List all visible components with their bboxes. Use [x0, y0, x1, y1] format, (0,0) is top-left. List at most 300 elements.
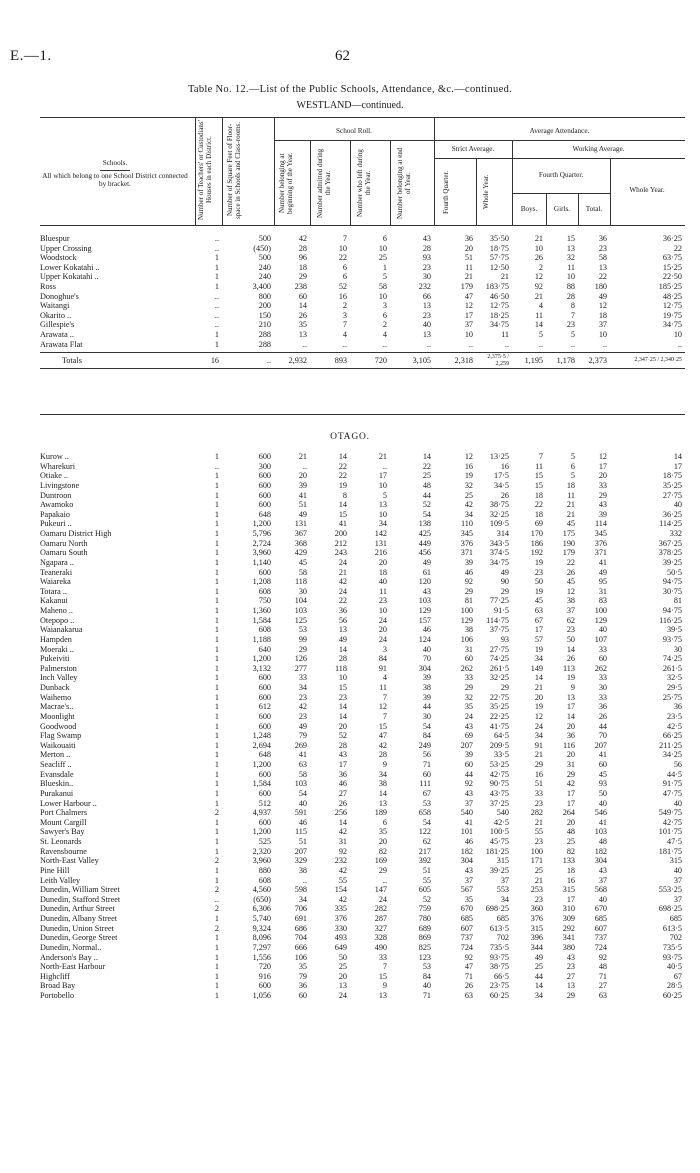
- cell: 19: [534, 702, 543, 712]
- school-name: Pukeuri ..: [40, 519, 72, 529]
- cell: 93·75: [489, 952, 509, 962]
- cell: 698·25: [658, 904, 682, 914]
- westland-table: [40, 234, 685, 349]
- cell: 12: [464, 301, 473, 311]
- cell: 1: [214, 596, 219, 606]
- totals-cell: 2,932: [288, 355, 307, 365]
- cell: 36: [464, 234, 473, 244]
- cell: 23: [534, 837, 543, 847]
- cell: 4: [382, 329, 387, 339]
- cell: 92: [464, 952, 473, 962]
- cell: 21: [500, 272, 509, 282]
- cell: 114·75: [486, 615, 509, 625]
- cell: 8: [342, 490, 347, 500]
- table-row: [40, 770, 685, 780]
- cell: 36: [598, 702, 607, 712]
- school-name: Otepopo ..: [40, 615, 75, 625]
- cell: 36: [566, 731, 575, 741]
- table-row: [40, 847, 685, 857]
- cell: 47: [464, 291, 473, 301]
- totals-bottom-rule: [40, 368, 685, 369]
- table-row: [40, 972, 685, 982]
- cell: 90·75: [489, 779, 509, 789]
- cell: 1: [214, 942, 219, 952]
- cell: 658: [418, 808, 431, 818]
- floor-header: Number of Square Feet of Floor-space in Schools and Class-rooms.: [226, 121, 242, 219]
- header-top-rule: [40, 117, 685, 118]
- cell: 640: [258, 644, 271, 654]
- table-row: [40, 253, 685, 263]
- cell: 40: [598, 894, 607, 904]
- cell: 19·75: [662, 310, 682, 320]
- cell: 3,132: [252, 663, 271, 673]
- cell: 58: [298, 769, 307, 779]
- cell: 9: [570, 683, 575, 693]
- cell: 1: [214, 500, 219, 510]
- cell: 1,200: [252, 827, 271, 837]
- cell: 64·5: [493, 731, 509, 741]
- cell: 42: [338, 577, 347, 587]
- cell: 181·75: [658, 846, 682, 856]
- cell: 21: [338, 567, 347, 577]
- divider: [610, 158, 611, 225]
- school-name: Dunedin, Albany Street: [40, 914, 118, 924]
- table-row: [40, 799, 685, 809]
- cell: 100: [460, 606, 473, 616]
- table-row: [40, 587, 685, 597]
- cell: 243: [334, 548, 347, 558]
- cell: 32·5: [666, 673, 682, 683]
- cell: 1: [214, 817, 219, 827]
- cell: 48·25: [662, 291, 682, 301]
- school-name: Wharekuri: [40, 461, 76, 471]
- cell: 1: [214, 702, 219, 712]
- cell: 60: [422, 769, 431, 779]
- school-name: Livingstone: [40, 480, 80, 490]
- cell: 7: [382, 711, 387, 721]
- cell: 344: [530, 942, 543, 952]
- cell: 232: [418, 282, 431, 292]
- table-row: [40, 330, 685, 340]
- cell: 600: [258, 721, 271, 731]
- cell: 649: [334, 942, 347, 952]
- cell: 31: [598, 586, 607, 596]
- cell: 24: [378, 615, 387, 625]
- cell: 207: [594, 740, 607, 750]
- table-title: Table No. 12.—List of the Public Schools, Attendance, &c.—continued.: [187, 84, 513, 95]
- cell: 63: [298, 760, 307, 770]
- cell: 84: [422, 971, 431, 981]
- cell: 115: [295, 827, 307, 837]
- header-bottom-rule: [40, 225, 685, 226]
- cell: 1,360: [252, 606, 271, 616]
- cell: 34: [500, 894, 509, 904]
- cell: 22: [338, 471, 347, 481]
- totals-cell: 893: [334, 355, 347, 365]
- cell: 71: [598, 971, 607, 981]
- cell: ..: [302, 461, 307, 471]
- cell: 1: [214, 875, 219, 885]
- cell: 327: [374, 923, 387, 933]
- fourth-quarter-header: Fourth Quarter.: [538, 171, 584, 179]
- cell: 19: [534, 557, 543, 567]
- working-header: Working Average.: [572, 145, 625, 153]
- cell: 40: [422, 320, 431, 330]
- cell: 371: [460, 548, 473, 558]
- cell: 24: [464, 711, 473, 721]
- cell: 1: [214, 339, 219, 349]
- cell: 14: [298, 301, 307, 311]
- cell: 42·75: [489, 769, 509, 779]
- cell: 2: [214, 808, 219, 818]
- cell: 40: [298, 798, 307, 808]
- cell: 37: [464, 798, 473, 808]
- cell: 20: [378, 557, 387, 567]
- cell: 328: [374, 933, 387, 943]
- cell: 49: [298, 509, 307, 519]
- cell: 17: [598, 461, 607, 471]
- cell: 396: [530, 933, 543, 943]
- cell: 92: [338, 846, 347, 856]
- cell: 42: [464, 500, 473, 510]
- cell: 21: [534, 750, 543, 760]
- cell: 60·25: [662, 991, 682, 1001]
- cell: 82: [566, 846, 575, 856]
- cell: 169: [374, 856, 387, 866]
- cell: 6,306: [252, 904, 271, 914]
- cell: 11: [379, 586, 387, 596]
- cell: 49: [598, 291, 607, 301]
- cell: 46: [464, 567, 473, 577]
- cell: 1: [214, 750, 219, 760]
- cell: 33: [464, 673, 473, 683]
- cell: 62: [422, 837, 431, 847]
- cell: 90: [500, 577, 509, 587]
- cell: 367·25: [658, 538, 682, 548]
- cell: 51: [298, 837, 307, 847]
- cell: 288: [258, 329, 271, 339]
- cell: 41: [598, 750, 607, 760]
- cell: 300: [258, 461, 271, 471]
- cell: 32: [566, 253, 575, 263]
- cell: 43: [464, 721, 473, 731]
- cell: 238: [294, 282, 307, 292]
- cell: 29: [378, 865, 387, 875]
- cell: 720: [258, 962, 271, 972]
- cell: 607: [594, 923, 607, 933]
- school-name: Bluespur: [40, 234, 70, 244]
- cell: 500: [258, 234, 271, 244]
- cell: 613·5: [489, 923, 509, 933]
- cell: 46: [338, 779, 347, 789]
- cell: 180: [594, 282, 607, 292]
- cell: 10: [464, 329, 473, 339]
- school-name: Totara ..: [40, 586, 67, 596]
- cell: ..: [538, 339, 543, 349]
- cell: 60: [598, 654, 607, 664]
- cell: ..: [602, 339, 607, 349]
- school-name: Ngapara ..: [40, 557, 74, 567]
- cell: 22: [422, 461, 431, 471]
- cell: 704: [294, 933, 307, 943]
- cell: 1,584: [252, 615, 271, 625]
- cell: 38·75: [489, 500, 509, 510]
- cell: 22: [338, 596, 347, 606]
- cell: 70: [598, 731, 607, 741]
- cell: 120: [418, 577, 431, 587]
- cell: 11: [535, 310, 543, 320]
- cell: 179: [460, 282, 473, 292]
- cell: 525: [258, 837, 271, 847]
- cell: 29: [298, 644, 307, 654]
- cell: 287: [374, 914, 387, 924]
- cell: ..: [504, 339, 509, 349]
- cell: 50: [566, 634, 575, 644]
- cell: 23: [598, 243, 607, 253]
- school-name: Upper Kokatahi ..: [40, 272, 99, 282]
- cell: 114·25: [659, 519, 682, 529]
- cell: 549·75: [658, 808, 682, 818]
- cell: 71: [464, 971, 473, 981]
- cell: 200: [334, 529, 347, 539]
- divider: [350, 140, 351, 225]
- cell: 44: [534, 971, 543, 981]
- cell: 1: [214, 683, 219, 693]
- cell: 33: [598, 692, 607, 702]
- cell: 1: [214, 933, 219, 943]
- cell: 22: [338, 461, 347, 471]
- table-row: [40, 625, 685, 635]
- cell: 122: [418, 827, 431, 837]
- cell: 47: [378, 731, 387, 741]
- cell: (650): [253, 894, 271, 904]
- cell: 35·25: [489, 702, 509, 712]
- cell: 209·5: [489, 740, 509, 750]
- cell: 11: [567, 262, 575, 272]
- cell: 44: [598, 721, 607, 731]
- cell: 698·25: [485, 904, 509, 914]
- cell: 69: [464, 731, 473, 741]
- cell: 1: [214, 452, 219, 462]
- cell: 13: [378, 991, 387, 1001]
- cell: 23: [422, 262, 431, 272]
- cell: 49: [500, 567, 509, 577]
- cell: 32·25: [489, 673, 509, 683]
- cell: 292: [562, 923, 575, 933]
- totals-cell: 720: [374, 355, 387, 365]
- cell: 376: [594, 538, 607, 548]
- cell: 26: [566, 567, 575, 577]
- cell: 129: [418, 606, 431, 616]
- totals-row: [40, 354, 685, 367]
- table-row: [40, 741, 685, 751]
- cell: 93: [598, 779, 607, 789]
- cell: 39·25: [662, 557, 682, 567]
- cell: 14: [338, 817, 347, 827]
- cell: 32·25: [489, 509, 509, 519]
- cell: 34·25: [662, 750, 682, 760]
- cell: 52: [422, 500, 431, 510]
- avg-att-header: Average Attendance.: [529, 127, 590, 135]
- cell: 429: [294, 548, 307, 558]
- cell: 10: [673, 329, 682, 339]
- cell: 94·75: [662, 577, 682, 587]
- cell: 37·25: [489, 798, 509, 808]
- cell: 13: [566, 243, 575, 253]
- school-name: Blueskin..: [40, 779, 74, 789]
- cell: 8,096: [252, 933, 271, 943]
- cell: ..: [382, 339, 387, 349]
- cell: ..: [382, 461, 387, 471]
- cell: 12·50: [489, 262, 509, 272]
- cell: 600: [258, 711, 271, 721]
- cell: 7: [538, 452, 543, 462]
- cell: 15·25: [662, 262, 682, 272]
- cell: 48: [422, 480, 431, 490]
- school-name: Arawata ..: [40, 329, 74, 339]
- cell: 44: [422, 490, 431, 500]
- cell: 33: [598, 480, 607, 490]
- school-name: Donoghue's: [40, 291, 79, 301]
- cell: 20: [566, 750, 575, 760]
- cell: 39: [422, 673, 431, 683]
- cell: 40: [598, 798, 607, 808]
- cell: 45: [298, 557, 307, 567]
- school-name: Waianakarua: [40, 625, 83, 635]
- school-name: Seacliff ..: [40, 760, 72, 770]
- cell: 553: [496, 885, 509, 895]
- cell: 22: [338, 253, 347, 263]
- table-row: [40, 712, 685, 722]
- cell: 29: [464, 683, 473, 693]
- page-ref: E.—1.: [10, 48, 52, 64]
- cell: 1,200: [252, 519, 271, 529]
- cell: 1,556: [252, 952, 271, 962]
- cell: 27: [598, 981, 607, 991]
- cell: 264: [562, 808, 575, 818]
- cell: 42: [338, 894, 347, 904]
- cell: 49: [338, 634, 347, 644]
- cell: 724: [460, 942, 473, 952]
- cell: 23: [422, 310, 431, 320]
- cell: 2: [214, 923, 219, 933]
- cell: 600: [258, 817, 271, 827]
- cell: 18: [378, 567, 387, 577]
- cell: 27·75: [489, 644, 509, 654]
- cell: 2: [538, 262, 543, 272]
- school-name: Kurow ..: [40, 452, 69, 462]
- table-row: [40, 282, 685, 292]
- cell: 106: [460, 634, 473, 644]
- cell: 186: [530, 538, 543, 548]
- cell: 591: [294, 808, 307, 818]
- cell: 63: [464, 991, 473, 1001]
- cell: 600: [258, 490, 271, 500]
- cell: 43·75: [489, 788, 509, 798]
- cell: 2: [214, 885, 219, 895]
- cell: 7,297: [252, 942, 271, 952]
- cell: 26: [598, 711, 607, 721]
- cell: 26: [338, 798, 347, 808]
- cell: 46·50: [489, 291, 509, 301]
- school-name: Purakanui: [40, 788, 74, 798]
- cell: 185·25: [658, 282, 682, 292]
- cell: 43: [598, 865, 607, 875]
- totals-cell: 2,347·25 / 2,340·25: [634, 357, 682, 364]
- table-row: [40, 827, 685, 837]
- cell: 600: [258, 981, 271, 991]
- cell: 36·25: [662, 234, 682, 244]
- table-row: [40, 731, 685, 741]
- cell: 40: [598, 625, 607, 635]
- table-row: [40, 510, 685, 520]
- cell: 25: [534, 865, 543, 875]
- cell: 3: [382, 644, 387, 654]
- cell: 1: [214, 663, 219, 673]
- cell: 41: [598, 817, 607, 827]
- cell: 282: [374, 904, 387, 914]
- cell: 6: [382, 310, 387, 320]
- cell: 36: [298, 981, 307, 991]
- cell: 99: [298, 634, 307, 644]
- strict-fourth-q-header: Fourth Quarter.: [442, 170, 450, 214]
- table-row: [40, 856, 685, 866]
- cell: 21: [566, 509, 575, 519]
- cell: 21: [378, 452, 387, 462]
- cell: 5: [382, 490, 387, 500]
- cell: 58: [378, 282, 387, 292]
- cell: 262: [594, 663, 607, 673]
- cell: 29: [298, 272, 307, 282]
- schools-underline: [100, 170, 130, 171]
- cell: 22·75: [489, 692, 509, 702]
- cell: 1: [214, 538, 219, 548]
- cell: 34: [534, 991, 543, 1001]
- school-name: Broad Bay: [40, 981, 76, 991]
- cell: 35: [298, 962, 307, 972]
- cell: 58: [298, 567, 307, 577]
- cell: 17: [566, 798, 575, 808]
- cell: 22: [534, 500, 543, 510]
- cell: 44: [422, 702, 431, 712]
- cell: 81: [464, 596, 473, 606]
- cell: 825: [418, 942, 431, 952]
- cell: 2: [382, 320, 387, 330]
- cell: 42: [338, 865, 347, 875]
- cell: 500: [258, 253, 271, 263]
- cell: 27·75: [662, 490, 682, 500]
- cell: 1,056: [252, 991, 271, 1001]
- cell: 17·5: [493, 471, 509, 481]
- cell: 1: [214, 721, 219, 731]
- cell: 41: [598, 557, 607, 567]
- cell: 1: [214, 557, 219, 567]
- otago-table: [40, 452, 685, 1001]
- cell: 261·5: [489, 663, 509, 673]
- cell: 26: [298, 310, 307, 320]
- cell: 607: [460, 923, 473, 933]
- cell: 702: [496, 933, 509, 943]
- cell: 210: [258, 320, 271, 330]
- table-row: [40, 981, 685, 991]
- cell: 568: [594, 885, 607, 895]
- cell: 23: [378, 596, 387, 606]
- cell: 17: [566, 788, 575, 798]
- cell: 21: [566, 500, 575, 510]
- cell: 670: [460, 904, 473, 914]
- total-header: Total.: [585, 205, 603, 213]
- cell: 45: [598, 769, 607, 779]
